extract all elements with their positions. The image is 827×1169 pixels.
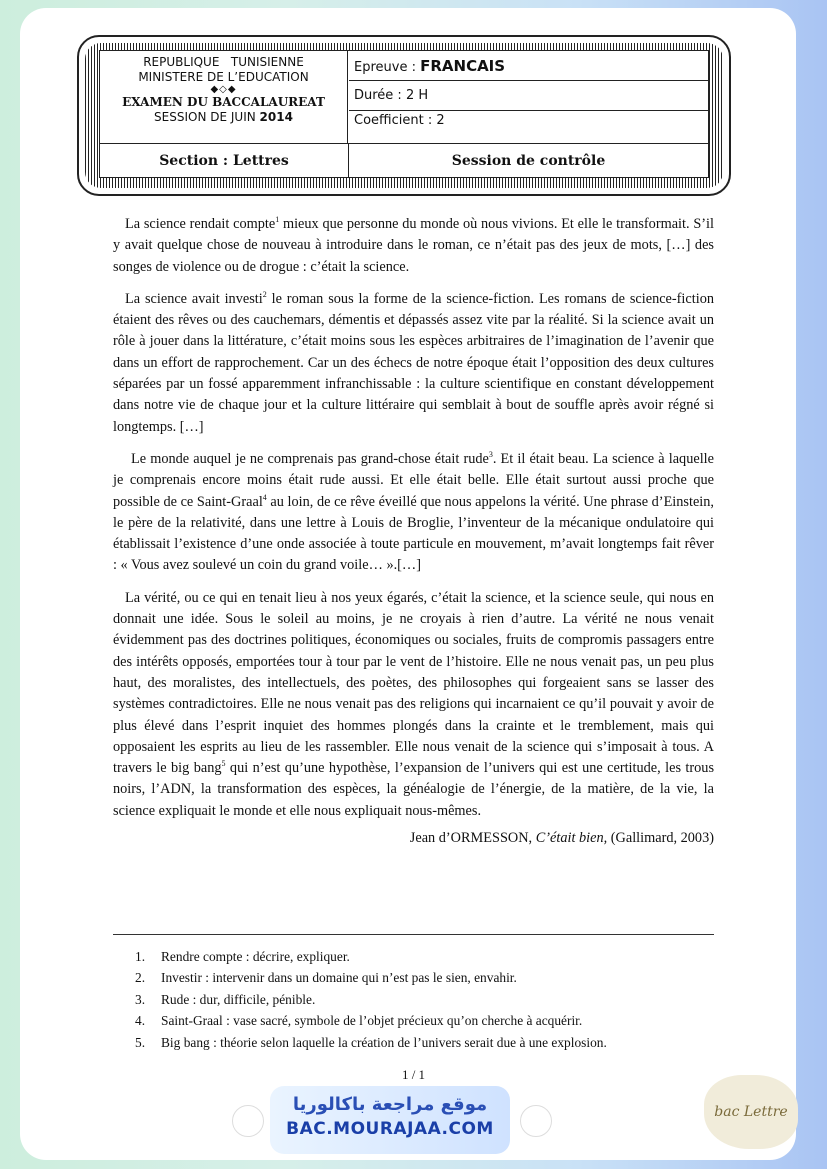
footnote-item: 2. Investir : intervenir dans un domaine qui n’est pas le sien, envahir.: [135, 970, 517, 986]
author-citation: Jean d’ORMESSON, C’était bien, (Gallimard, 2003): [409, 830, 714, 847]
exam-header: [77, 35, 731, 196]
page-number: 1 / 1: [401, 1067, 426, 1082]
paragraph-1: La science rendait compte$^1$ mieux que personne du monde où nous vivions. Et elle le transformait. S’il y avait quelque chose de nouveau à introduire dans le roman, ce n’était pas des jeux de mots, […] des songes de violence ou de drogue : c’était la science.: [113, 215, 714, 275]
country-label: REPUBLIQUE TUNISIENNE: [143, 55, 304, 69]
site-logo-icon: [520, 1105, 552, 1137]
section-label: Section : Lettres: [100, 144, 349, 178]
paragraph-2: La science avait investi$^2$ le roman sous la forme de la science-fiction. Les romans de science-fiction étaient des rêves ou des cauchemars, démentis et dépassés assez vite par la réalité. Si la science avait un rôle à jouer dans la littérature, c’était moins sous les espèces arbitraires de l’imagination de l’avenir que dans un effort de rapprochement. Car un des échecs de notre époque était l’opposition des deux cultures séparées par un fossé apparemment infranchissable : la culture scientifique en constant développement dans notre vie de chaque jour et la culture littéraire qui semblait à bout de souffle après avoir régné si longtemps. […]: [113, 290, 714, 435]
header-institution: [100, 51, 348, 143]
header-table: [99, 50, 709, 178]
site-logo-icon: [232, 1105, 264, 1137]
header-bottom-row: [100, 143, 708, 178]
footnote-divider: [113, 934, 714, 935]
paragraph-4: La vérité, ou ce qui en tenait lieu à nos yeux égarés, c’était la science, et la science seule, qui nous en donnait une idée. Sous le soleil au moins, je ne croyais à rien d’autre. La vérité ne nous venait évidemment pas des doctrines politiques, économiques ou sociales, fruits de compromis passagers entre des intérêts opposés, emportées tour à tour par le vent de l’histoire. Elle ne nous venait pas, un peu plus haut, des moralistes, des intellectuels, des poètes, des philosophes qui forgeaient sans se lasser des systèmes contradictoires. Elle ne nous venait pas des religions qui incarnaient ce qu’il pouvait y avoir de plus élevé dans l’esprit inquiet des hommes plongés dans la crainte et le tremblement, mais qui opposaient les esprits au lieu de les rassembler. Elle nous venait de la science qui s’imposait à tous. A travers le big bang$^5$ qui n’est qu’une hypothèse, l’expansion de l’univers qui est une certitude, les trous noirs, l’ADN, la transformation des espèces, la généalogie de l’énergie, de la matière, de la vie, la science expliquait le monde et elle nous expliquait nous-mêmes.: [113, 589, 715, 819]
bac-lettre-logo: bac Lettre: [704, 1075, 798, 1149]
footnote-item: 5. Big bang : théorie selon laquelle la création de l’univers serait due à une explosion.: [135, 1034, 607, 1050]
main-text: [113, 214, 714, 849]
epreuve-row: Epreuve : FRANCAIS: [349, 51, 708, 81]
footnote-item: 3. Rude : dur, difficile, pénible.: [135, 991, 316, 1007]
header-details: [349, 51, 708, 143]
coefficient-row: Coefficient : 2: [354, 113, 445, 128]
site-banner[interactable]: [270, 1086, 510, 1154]
footnotes: [135, 946, 715, 1053]
session-label: SESSION DE JUIN 2014: [154, 109, 293, 124]
duree-row: Durée : 2 H: [349, 81, 708, 111]
ministry-label: MINISTERE DE L’EDUCATION: [138, 69, 309, 84]
exam-title: EXAMEN DU BACCALAUREAT: [122, 95, 325, 109]
site-url[interactable]: BAC.MOURAJAA.COM: [286, 1119, 494, 1139]
session-type-label: Session de contrôle: [451, 153, 606, 169]
footnote-item: 1. Rendre compte : décrire, expliquer.: [135, 949, 350, 964]
site-name-arabic: موقع مراجعة باكالوريا: [292, 1094, 488, 1115]
footnote-item: 4. Saint-Graal : vase sacré, symbole de l’objet précieux qu’on cherche à acquérir.: [135, 1013, 583, 1029]
diamond-ornament-icon: ◆◇◆: [210, 84, 237, 95]
paragraph-3: Le monde auquel je ne comprenais pas grand-chose était rude$^3$. Et il était beau. La science à laquelle je comprenais encore moins était rude aussi. Et elle était belle. Elle était surtout aussi proche que possible de ce Saint-Graal$^4$ au loin, de ce rêve éveillé que nous appelons la vérité. Une phrase d’Einstein, le père de la relativité, dans une lettre à Louis de Broglie, l’inventeur de la mécanique ondulatoire qui établissait l’existence d’une onde associée à toute particule en mouvement, m’avait longtemps fait rêver : « Vous avez soulevé un coin du grand voile… ».[…]: [113, 450, 714, 574]
